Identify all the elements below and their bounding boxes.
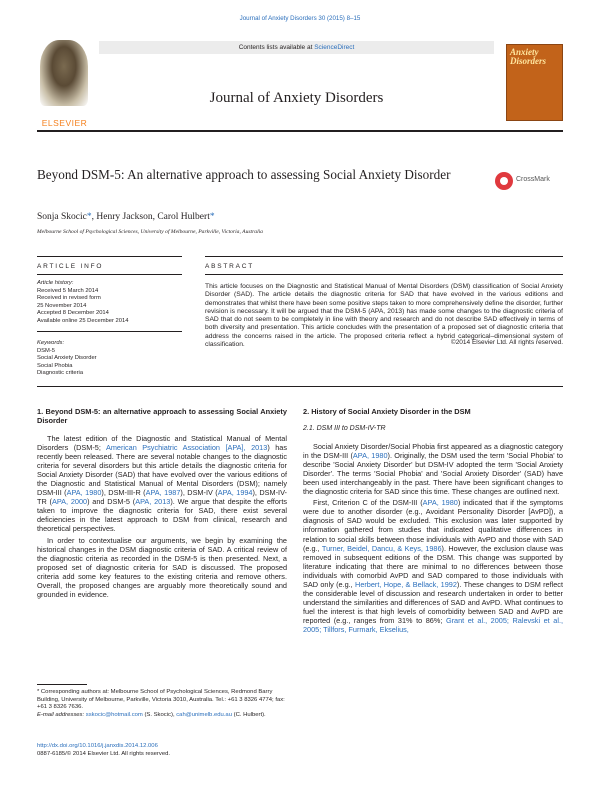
crossmark-badge[interactable] xyxy=(495,172,563,190)
section-2-1-heading: 2.1. DSM III to DSM-IV-TR xyxy=(303,425,386,432)
publisher-name: ELSEVIER xyxy=(41,118,88,128)
citation-link[interactable]: APA, 1987 xyxy=(145,488,181,498)
paragraph xyxy=(37,434,287,534)
citation-link[interactable]: Turner, Beidel, Dancu, & Keys, 1986 xyxy=(321,543,442,553)
section-divider xyxy=(37,331,182,332)
section-2-heading: 2. History of Social Anxiety Disorder in the DSM xyxy=(303,407,471,416)
footnote-text: * Corresponding authors at: Melbourne School of Psychological Sciences, Redmond Barry Building, University of Melbourne, Parkville, Victoria 3010, Australia. Tel.: +61 3 8326 4774; fax: +61 3 8326 7636. xyxy=(37,689,285,711)
author-name: Henry Jackson xyxy=(96,212,153,222)
text-run: ) indicated that if the symptoms were due to another disorder (e.g., Avoidant Personality Disorder [AvPD]), a diagnosis of SAD would be excluded. This exclusion was later supported by information gathered from studies that indicated qualitative differences in relation to social skills between those individuals with AvPD and those with SAD (e.g., xyxy=(303,498,563,553)
text-run: First, Criterion C of the DSM-III ( xyxy=(313,498,423,508)
author-separator: , xyxy=(152,212,158,222)
paragraph xyxy=(303,498,563,634)
elsevier-logo xyxy=(37,40,92,130)
citation-link[interactable]: American Psychiatric Association [APA], 2013 xyxy=(105,443,268,453)
right-column xyxy=(303,407,563,636)
text-run: ), DSM-III-R ( xyxy=(101,488,146,498)
abstract-text: This article focuses on the Diagnostic and Statistical Manual of Mental Disorders (DSM) classification of Social Anxiety Disorder (SAD). The article details the diagnostic criteria for SAD that have evolved in the various editions and demonstrates that whilst there have been some positive steps taken to more comprehensively define the disorder, further revision is necessary. It will be argued that the DSM-5 (APA, 2013) has made some changes to the diagnostic criteria of SAD that do not seem to be completely in line with theory and research and do not describe SAD effectively in terms of both diversity and presentation. This article concludes with the presentation of a proposed set of diagnostic criteria that address the concerns raised in the article. The proposed criteria reflect a hybrid categorical–dimensional system of classification. xyxy=(205,283,563,349)
section-divider xyxy=(205,274,563,275)
text-run: ), DSM-IV-TR ( xyxy=(37,488,287,507)
journal-masthead xyxy=(99,40,494,130)
keywords-label: Keywords: xyxy=(37,340,65,346)
issn-line: 0887-6185/© 2014 Elsevier Ltd. All rights reserved. xyxy=(37,750,171,757)
section-1-heading: 1. Beyond DSM-5: an alternative approach to assessing Social Anxiety Disorder xyxy=(37,407,287,425)
text-run: Social Anxiety Disorder/Social Phobia first appeared as a diagnostic category in the DSM-III ( xyxy=(303,442,563,461)
header-divider xyxy=(37,130,563,132)
text-run: ). However, the exclusion clause was removed in subsequent editions of the DSM. This change was supported by literature indicating that there are minimal to no differences between those individuals with comorbid AvPD and SAD compared to those individuals with SAD only (e.g., xyxy=(303,543,563,589)
footnote-divider xyxy=(37,684,87,685)
keyword: Diagnostic criteria xyxy=(37,370,84,377)
article-history xyxy=(37,280,177,326)
email-link[interactable]: cah@unimelb.edu.au xyxy=(176,711,232,718)
citation-link[interactable]: Grant et al., 2005; Ralevski et al., 2005; Tillfors, Furmark, Ekselius, xyxy=(303,615,563,634)
citation-link[interactable]: APA, 1980 xyxy=(352,451,388,461)
citation-link[interactable]: APA, 1980 xyxy=(422,498,458,508)
citation-link[interactable]: APA, 2013 xyxy=(135,497,171,507)
text-run: ), DSM-IV ( xyxy=(180,488,218,498)
text-run: (S. Skocic), xyxy=(142,711,177,718)
corresponding-author-mark[interactable]: * xyxy=(86,212,92,222)
left-column xyxy=(37,407,287,601)
corresponding-author-footnote xyxy=(37,689,287,719)
contents-available-line xyxy=(99,41,494,54)
abstract-heading: ABSTRACT xyxy=(205,263,255,270)
author-affiliation: Melbourne School of Psychological Sciences, University of Melbourne, Parkville, Victoria, Australia xyxy=(37,229,263,235)
author-name: Carol Hulbert xyxy=(157,212,210,222)
abstract-copyright: ©2014 Elsevier Ltd. All rights reserved. xyxy=(450,339,563,346)
keyword: Social Anxiety Disorder xyxy=(37,355,97,362)
email-label: E-mail addresses: xyxy=(37,711,86,718)
text-run: ). We argue that despite the efforts taken to improve the diagnostic criteria for SAD, there exist several deficiencies in the latest approach to DSM from clinical, research and theoretical perspectives. xyxy=(37,497,288,534)
section-divider xyxy=(37,274,182,275)
text-run: ). Originally, the DSM used the term 'Social Phobia' to describe 'Social Anxiety Disorder' but DSM-IV adopted the term 'Social Anxiety Disorder'. The terms 'Social Phobia' and 'Social Anxiety Disorder' (SAD) have been used interchangeably in the past. There have been significant changes to the diagnostic criteria for SAD since this time. These changes are outlined next. xyxy=(303,451,563,497)
article-history-label: Article history: xyxy=(37,280,74,286)
citation-link[interactable]: APA, 2000 xyxy=(51,497,88,507)
history-line: Received 5 March 2014 xyxy=(37,287,99,294)
text-run: The latest edition of the Diagnostic and Statistical Manual of Mental Disorders (DSM-5; xyxy=(37,434,287,453)
text-run: ) and DSM-5 ( xyxy=(87,497,136,507)
corresponding-author-mark[interactable]: * xyxy=(209,212,215,222)
journal-title: Journal of Anxiety Disorders xyxy=(209,90,384,106)
history-line: 25 November 2014 xyxy=(37,302,87,309)
text-run: ) has recently been released. There are several notable changes to the diagnostic criteria for several disorders but this article details the diagnostic criteria for Social Anxiety Disorder (SAD) that have evolved over the various editions of the Diagnostic and Statistical Manual of Mental Disorders (DSM); namely DSM-III ( xyxy=(37,443,287,498)
contents-prefix: Contents lists available at xyxy=(238,44,315,51)
journal-header xyxy=(37,40,563,130)
article-info-heading: ARTICLE INFO xyxy=(37,263,104,270)
article-title: Beyond DSM-5: An alternative approach to assessing Social Anxiety Disorder xyxy=(37,167,451,182)
section-divider xyxy=(37,256,182,257)
author-list xyxy=(37,212,215,222)
crossmark-icon xyxy=(495,172,513,190)
text-run: (C. Hulbert). xyxy=(231,711,266,718)
author-separator: , xyxy=(91,212,97,222)
sciencedirect-link[interactable]: ScienceDirect xyxy=(314,44,355,51)
crossmark-label: CrossMark xyxy=(516,176,550,183)
paragraph xyxy=(303,442,563,496)
history-line: Available online 25 December 2014 xyxy=(37,317,129,324)
citation-link[interactable]: APA, 1994 xyxy=(217,488,253,498)
paragraph: In order to contextualise our arguments, we begin by examining the historical changes in the DSM diagnostic criteria of SAD. A critical review of the diagnostic criteria as recorded in the DSM-5 is then presented. Next, a proposed set of diagnostic criteria for SAD is discussed. The proposed criteria add some key features to the existing criteria and remove others. Overall, the proposed changes are arguably more theoretically sound and grounded in evidence. xyxy=(37,535,287,599)
doi-link[interactable]: http://dx.doi.org/10.1016/j.janxdis.2014.12.006 xyxy=(37,743,158,749)
author-name: Sonja Skocic xyxy=(37,212,87,222)
cover-title: Anxiety Disorders xyxy=(510,47,547,66)
keyword: Social Phobia xyxy=(37,362,73,369)
history-line: Received in revised form xyxy=(37,295,101,302)
journal-citation: Journal of Anxiety Disorders 30 (2015) 8–15 xyxy=(239,15,361,22)
section-divider xyxy=(205,256,563,257)
citation-link[interactable]: Herbert, Hope, & Bellack, 1992 xyxy=(355,579,457,589)
email-link[interactable]: sskocic@hotmail.com xyxy=(85,711,143,718)
footnote-emails xyxy=(37,712,287,720)
text-run: ). These changes to DSM reflect the considerable level of discussion and research undertaken in order to better understand the similarities and differences of SAD and AvPD. What continues to fuel the interest is that high levels of comorbidity between SAD and AvPD are reported (e.g., ranges from 31% to 86%; xyxy=(303,579,563,625)
journal-cover-image xyxy=(506,44,563,121)
keywords-block xyxy=(37,340,177,378)
elsevier-tree-icon xyxy=(40,40,88,106)
doi-block xyxy=(37,743,170,758)
citation-link[interactable]: APA, 1980 xyxy=(66,488,102,498)
history-line: Accepted 8 December 2014 xyxy=(37,310,109,317)
keyword: DSM-5 xyxy=(37,347,56,354)
section-divider xyxy=(37,386,563,387)
